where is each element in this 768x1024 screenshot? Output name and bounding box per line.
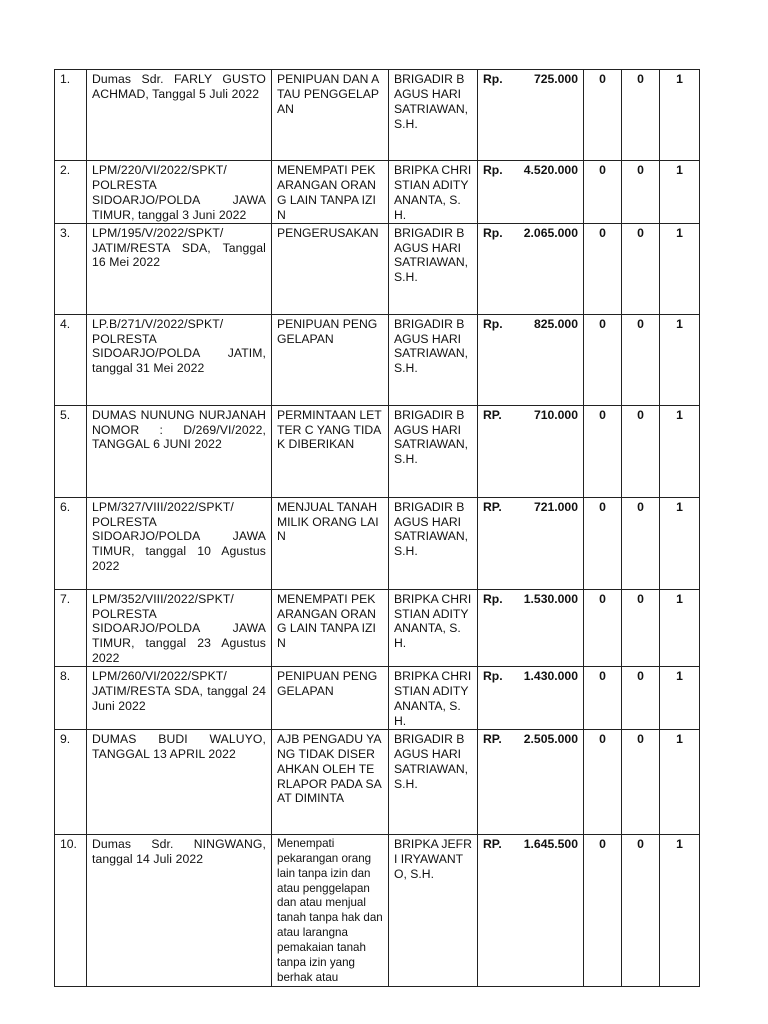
count-c xyxy=(660,834,700,986)
count-a-text: 0 xyxy=(599,731,606,746)
count-b-text: 0 xyxy=(637,316,644,331)
amount-value-text: 4.520.000 xyxy=(523,163,578,177)
officer-name xyxy=(389,834,478,986)
count-a xyxy=(584,667,622,730)
row-number xyxy=(55,223,87,314)
amount-value-text: 2.505.000 xyxy=(523,731,578,746)
count-c-text: 1 xyxy=(676,591,683,606)
currency-label xyxy=(478,405,518,497)
row-number xyxy=(55,834,87,986)
currency-label xyxy=(478,314,518,405)
count-c xyxy=(660,223,700,314)
count-a-text: 0 xyxy=(599,836,606,851)
count-c-text: 1 xyxy=(676,407,683,422)
row-number xyxy=(55,497,87,589)
case-type xyxy=(272,834,389,986)
officer-name-text: BRIGADIR BAGUS HARI SATRIAWAN, S.H. xyxy=(394,731,469,791)
officer-name xyxy=(389,161,478,224)
count-b xyxy=(622,497,660,589)
case-type-text: PENIPUAN PENGGELAPAN xyxy=(277,316,378,346)
row-number-text: 2. xyxy=(60,163,71,177)
count-b-text: 0 xyxy=(637,731,644,746)
amount-value-text: 1.430.000 xyxy=(523,669,578,684)
currency-label xyxy=(478,70,518,161)
case-type xyxy=(272,161,389,224)
count-a xyxy=(584,405,622,497)
count-a xyxy=(584,834,622,986)
row-number-text: 1. xyxy=(60,72,71,86)
count-b-text: 0 xyxy=(637,407,644,422)
count-a-text: 0 xyxy=(599,407,606,422)
count-b-text: 0 xyxy=(637,225,644,240)
row-number xyxy=(55,70,87,161)
currency-label xyxy=(478,729,518,834)
currency-label xyxy=(478,161,518,224)
case-reference xyxy=(87,161,272,224)
currency-label xyxy=(478,497,518,589)
count-c-text: 1 xyxy=(676,163,683,177)
count-a xyxy=(584,729,622,834)
row-number xyxy=(55,667,87,730)
case-table-body xyxy=(55,70,700,987)
count-b xyxy=(622,667,660,730)
amount-value-text: 721.000 xyxy=(533,499,578,514)
case-reference xyxy=(87,314,272,405)
currency-label xyxy=(478,667,518,730)
count-c-text: 1 xyxy=(676,836,683,851)
count-c-text: 1 xyxy=(676,669,683,684)
count-c-text: 1 xyxy=(676,72,683,86)
count-c xyxy=(660,497,700,589)
currency-label-text: Rp. xyxy=(483,72,503,86)
case-type-text: MENEMPATI PEKARANGAN ORANG LAIN TANPA IZIN xyxy=(277,591,376,651)
currency-label-text: Rp. xyxy=(483,316,503,331)
count-a-text: 0 xyxy=(599,225,606,240)
case-reference-text: Dumas Sdr. FARLY GUSTO ACHMAD, Tanggal 5 Juli 2022 xyxy=(92,72,266,101)
officer-name-text: BRIGADIR BAGUS HARI SATRIAWAN, S.H. xyxy=(394,499,469,559)
case-type-text: MENEMPATI PEKARANGAN ORANG LAIN TANPA IZIN xyxy=(277,163,376,222)
case-reference-text: LPM/220/VI/2022/SPKT/ POLRESTA SIDOARJO/POLDA JAWA TIMUR, tanggal 3 Juni 2022 xyxy=(92,163,266,222)
count-c xyxy=(660,405,700,497)
count-b-text: 0 xyxy=(637,836,644,851)
case-reference xyxy=(87,589,272,667)
case-reference xyxy=(87,497,272,589)
count-b-text: 0 xyxy=(637,499,644,514)
table-row xyxy=(55,223,700,314)
case-type-text: PENGERUSAKAN xyxy=(277,225,379,240)
currency-label-text: Rp. xyxy=(483,591,503,606)
currency-label-text: Rp. xyxy=(483,163,503,177)
count-b-text: 0 xyxy=(637,591,644,606)
officer-name xyxy=(389,70,478,161)
case-reference xyxy=(87,223,272,314)
case-type-text: PERMINTAAN LETTER C YANG TIDAK DIBERIKAN xyxy=(277,407,382,452)
count-b xyxy=(622,314,660,405)
row-number-text: 4. xyxy=(60,316,71,331)
case-type-text: AJB PENGADU YANG TIDAK DISERAHKAN OLEH TERLAPOR PADA SAAT DIMINTA xyxy=(277,731,382,806)
amount-value-text: 825.000 xyxy=(533,316,578,331)
currency-label xyxy=(478,223,518,314)
amount-value xyxy=(518,667,584,730)
count-a-text: 0 xyxy=(599,499,606,514)
case-type-text: MENJUAL TANAH MILIK ORANG LAIN xyxy=(277,499,379,544)
case-reference-text: LPM/327/VIII/2022/SPKT/ POLRESTA SIDOARJO/POLDA JAWA TIMUR, tanggal 10 Agustus 2022 xyxy=(92,499,266,574)
amount-value xyxy=(518,405,584,497)
case-type xyxy=(272,70,389,161)
row-number xyxy=(55,405,87,497)
amount-value xyxy=(518,834,584,986)
amount-value xyxy=(518,314,584,405)
count-c-text: 1 xyxy=(676,316,683,331)
row-number-text: 5. xyxy=(60,407,71,422)
count-b xyxy=(622,834,660,986)
case-type xyxy=(272,314,389,405)
officer-name-text: BRIGADIR BAGUS HARI SATRIAWAN, S.H. xyxy=(394,72,469,131)
table-row xyxy=(55,667,700,730)
officer-name xyxy=(389,314,478,405)
currency-label-text: RP. xyxy=(483,499,502,514)
case-type xyxy=(272,497,389,589)
amount-value-text: 1.645.500 xyxy=(523,836,578,851)
table-row xyxy=(55,497,700,589)
officer-name-text: BRIPKA CHRISTIAN ADITYANANTA, S.H. xyxy=(394,163,472,222)
count-a xyxy=(584,497,622,589)
count-a-text: 0 xyxy=(599,72,606,86)
officer-name-text: BRIGADIR BAGUS HARI SATRIAWAN, S.H. xyxy=(394,407,469,467)
case-type xyxy=(272,667,389,730)
row-number-text: 3. xyxy=(60,225,71,240)
case-reference-text: DUMAS BUDI WALUYO, TANGGAL 13 APRIL 2022 xyxy=(92,731,266,761)
officer-name-text: BRIPKA JEFRI IRYAWANTO, S.H. xyxy=(394,836,472,881)
row-number-text: 7. xyxy=(60,591,71,606)
count-c-text: 1 xyxy=(676,731,683,746)
case-reference-text: LPM/352/VIII/2022/SPKT/ POLRESTA SIDOARJO/POLDA JAWA TIMUR, tanggal 23 Agustus 2022 xyxy=(92,591,266,666)
case-type xyxy=(272,223,389,314)
currency-label xyxy=(478,589,518,667)
currency-label-text: Rp. xyxy=(483,225,503,240)
count-c xyxy=(660,161,700,224)
table-row xyxy=(55,405,700,497)
officer-name xyxy=(389,223,478,314)
currency-label-text: RP. xyxy=(483,731,502,746)
currency-label-text: RP. xyxy=(483,836,502,851)
officer-name-text: BRIGADIR BAGUS HARI SATRIAWAN, S.H. xyxy=(394,225,469,285)
case-reference xyxy=(87,729,272,834)
case-reference xyxy=(87,834,272,986)
case-type-text: PENIPUAN DAN ATAU PENGGELAPAN xyxy=(277,72,380,116)
officer-name xyxy=(389,729,478,834)
count-a-text: 0 xyxy=(599,163,606,177)
count-c xyxy=(660,589,700,667)
table-row xyxy=(55,589,700,667)
table-row xyxy=(55,729,700,834)
count-a xyxy=(584,161,622,224)
row-number xyxy=(55,161,87,224)
count-b xyxy=(622,70,660,161)
amount-value xyxy=(518,223,584,314)
amount-value-text: 1.530.000 xyxy=(523,591,578,606)
amount-value xyxy=(518,161,584,224)
row-number xyxy=(55,314,87,405)
count-a xyxy=(584,589,622,667)
case-type xyxy=(272,729,389,834)
row-number-text: 8. xyxy=(60,669,71,684)
case-reference xyxy=(87,405,272,497)
table-row xyxy=(55,161,700,224)
count-c-text: 1 xyxy=(676,225,683,240)
row-number-text: 10. xyxy=(60,836,77,851)
count-a xyxy=(584,70,622,161)
count-b-text: 0 xyxy=(637,669,644,684)
officer-name-text: BRIPKA CHRISTIAN ADITYANANTA, S.H. xyxy=(394,591,472,651)
table-row xyxy=(55,834,700,986)
case-reference xyxy=(87,70,272,161)
officer-name xyxy=(389,405,478,497)
currency-label-text: RP. xyxy=(483,407,502,422)
officer-name xyxy=(389,497,478,589)
officer-name xyxy=(389,589,478,667)
case-type-text: PENIPUAN PENGGELAPAN xyxy=(277,669,378,699)
currency-label xyxy=(478,834,518,986)
count-c xyxy=(660,667,700,730)
count-b xyxy=(622,589,660,667)
count-c xyxy=(660,70,700,161)
table-row xyxy=(55,314,700,405)
count-a-text: 0 xyxy=(599,316,606,331)
count-a-text: 0 xyxy=(599,591,606,606)
amount-value xyxy=(518,497,584,589)
case-table xyxy=(54,69,700,987)
count-a-text: 0 xyxy=(599,669,606,684)
count-c xyxy=(660,314,700,405)
amount-value-text: 710.000 xyxy=(533,407,578,422)
officer-name xyxy=(389,667,478,730)
count-b xyxy=(622,405,660,497)
case-type xyxy=(272,589,389,667)
count-b-text: 0 xyxy=(637,72,644,86)
count-b xyxy=(622,161,660,224)
amount-value xyxy=(518,70,584,161)
officer-name-text: BRIGADIR BAGUS HARI SATRIAWAN, S.H. xyxy=(394,316,469,376)
amount-value-text: 2.065.000 xyxy=(523,225,578,240)
table-row xyxy=(55,70,700,161)
case-reference-text: LPM/195/V/2022/SPKT/ JATIM/RESTA SDA, Tanggal 16 Mei 2022 xyxy=(92,225,266,270)
case-type-text: Menempati pekarangan orang lain tanpa izin dan atau penggelapan dan atau menjual tanah tanpa hak dan atau larangna pemakaian tanah tanpa izin yang berhak atau xyxy=(277,836,383,984)
case-type xyxy=(272,405,389,497)
amount-value xyxy=(518,589,584,667)
currency-label-text: Rp. xyxy=(483,669,503,684)
row-number-text: 9. xyxy=(60,731,71,746)
case-reference-text: LP.B/271/V/2022/SPKT/ POLRESTA SIDOARJO/POLDA JATIM, tanggal 31 Mei 2022 xyxy=(92,316,266,376)
count-b xyxy=(622,223,660,314)
count-c xyxy=(660,729,700,834)
case-reference-text: DUMAS NUNUNG NURJANAH NOMOR : D/269/VI/2022, TANGGAL 6 JUNI 2022 xyxy=(92,407,266,452)
count-b-text: 0 xyxy=(637,163,644,177)
count-c-text: 1 xyxy=(676,499,683,514)
case-reference-text: Dumas Sdr. NINGWANG, tanggal 14 Juli 2022 xyxy=(92,836,266,866)
case-reference-text: LPM/260/VI/2022/SPKT/ JATIM/RESTA SDA, tanggal 24 Juni 2022 xyxy=(92,669,266,713)
count-a xyxy=(584,314,622,405)
officer-name-text: BRIPKA CHRISTIAN ADITYANANTA, S.H. xyxy=(394,669,472,728)
count-a xyxy=(584,223,622,314)
count-b xyxy=(622,729,660,834)
row-number xyxy=(55,729,87,834)
row-number-text: 6. xyxy=(60,499,71,514)
amount-value-text: 725.000 xyxy=(533,72,578,86)
row-number xyxy=(55,589,87,667)
case-reference xyxy=(87,667,272,730)
amount-value xyxy=(518,729,584,834)
